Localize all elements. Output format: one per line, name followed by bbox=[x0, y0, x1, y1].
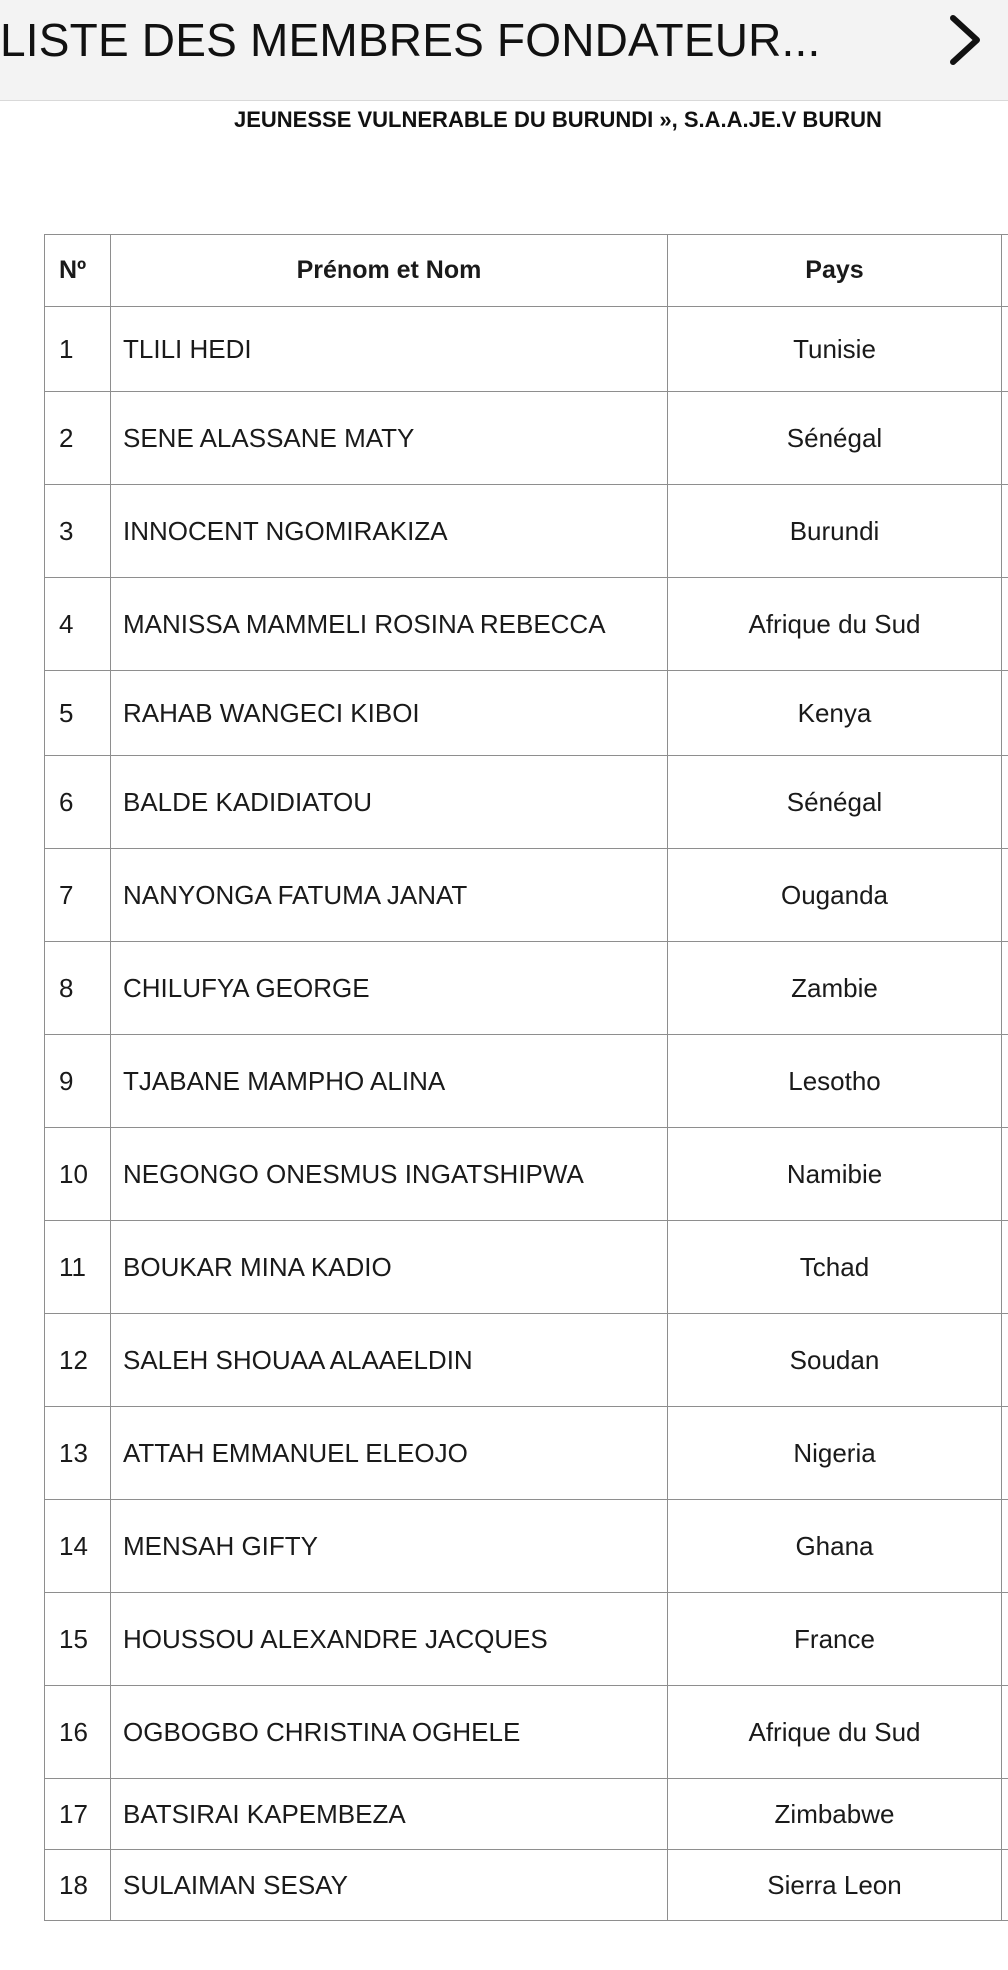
member-number: 16 bbox=[45, 1686, 111, 1779]
member-country: Sierra Leon bbox=[668, 1850, 1002, 1921]
member-number: 9 bbox=[45, 1035, 111, 1128]
member-number: 1 bbox=[45, 307, 111, 392]
extra-cell bbox=[1002, 1221, 1008, 1314]
extra-cell bbox=[1002, 1779, 1008, 1850]
table-row bbox=[45, 849, 1008, 942]
member-country: Lesotho bbox=[668, 1035, 1002, 1128]
member-name: ATTAH EMMANUEL ELEOJO bbox=[111, 1407, 668, 1500]
member-number: 8 bbox=[45, 942, 111, 1035]
member-country: Namibie bbox=[668, 1128, 1002, 1221]
member-number: 13 bbox=[45, 1407, 111, 1500]
member-name: BATSIRAI KAPEMBEZA bbox=[111, 1779, 668, 1850]
extra-cell bbox=[1002, 578, 1008, 671]
member-country: Zimbabwe bbox=[668, 1779, 1002, 1850]
table-row bbox=[45, 485, 1008, 578]
top-navigation-bar bbox=[0, 0, 1008, 101]
extra-cell bbox=[1002, 1686, 1008, 1779]
header-country: Pays bbox=[668, 235, 1002, 307]
member-number: 11 bbox=[45, 1221, 111, 1314]
table-row bbox=[45, 1686, 1008, 1779]
members-table-container bbox=[44, 234, 1008, 1944]
document-title[interactable]: LISTE DES MEMBRES FONDATEUR... bbox=[0, 14, 821, 66]
table-row bbox=[45, 307, 1008, 392]
member-name: INNOCENT NGOMIRAKIZA bbox=[111, 485, 668, 578]
member-name: TLILI HEDI bbox=[111, 307, 668, 392]
table-row bbox=[45, 942, 1008, 1035]
extra-cell bbox=[1002, 1850, 1008, 1921]
table-row bbox=[45, 1221, 1008, 1314]
member-number: 5 bbox=[45, 671, 111, 756]
chevron-right-icon[interactable] bbox=[935, 6, 995, 74]
member-country: Kenya bbox=[668, 671, 1002, 756]
member-country: Sénégal bbox=[668, 392, 1002, 485]
member-name: RAHAB WANGECI KIBOI bbox=[111, 671, 668, 756]
table-row bbox=[45, 1314, 1008, 1407]
member-name: CHILUFYA GEORGE bbox=[111, 942, 668, 1035]
member-name: MENSAH GIFTY bbox=[111, 1500, 668, 1593]
member-country: Afrique du Sud bbox=[668, 1686, 1002, 1779]
table-row bbox=[45, 1779, 1008, 1850]
extra-cell bbox=[1002, 1128, 1008, 1221]
member-name: NEGONGO ONESMUS INGATSHIPWA bbox=[111, 1128, 668, 1221]
member-country: Ghana bbox=[668, 1500, 1002, 1593]
document-subtitle: JEUNESSE VULNERABLE DU BURUNDI », S.A.A.JE.V BURUN bbox=[234, 107, 882, 132]
member-number: 18 bbox=[45, 1850, 111, 1921]
member-country: Soudan bbox=[668, 1314, 1002, 1407]
member-number: 14 bbox=[45, 1500, 111, 1593]
member-name: BALDE KADIDIATOU bbox=[111, 756, 668, 849]
extra-cell bbox=[1002, 392, 1008, 485]
member-name: NANYONGA FATUMA JANAT bbox=[111, 849, 668, 942]
member-name: SULAIMAN SESAY bbox=[111, 1850, 668, 1921]
table-header-row bbox=[45, 235, 1008, 307]
member-number: 17 bbox=[45, 1779, 111, 1850]
member-country: France bbox=[668, 1593, 1002, 1686]
table-row bbox=[45, 578, 1008, 671]
table-row bbox=[45, 1128, 1008, 1221]
header-name: Prénom et Nom bbox=[111, 235, 668, 307]
member-country: Tchad bbox=[668, 1221, 1002, 1314]
extra-cell bbox=[1002, 1035, 1008, 1128]
member-country: Sénégal bbox=[668, 756, 1002, 849]
member-name: MANISSA MAMMELI ROSINA REBECCA bbox=[111, 578, 668, 671]
extra-cell bbox=[1002, 849, 1008, 942]
member-number: 12 bbox=[45, 1314, 111, 1407]
table-row bbox=[45, 1407, 1008, 1500]
extra-cell bbox=[1002, 1593, 1008, 1686]
member-name: HOUSSOU ALEXANDRE JACQUES bbox=[111, 1593, 668, 1686]
member-name: SALEH SHOUAA ALAAELDIN bbox=[111, 1314, 668, 1407]
table-row bbox=[45, 1035, 1008, 1128]
member-name: TJABANE MAMPHO ALINA bbox=[111, 1035, 668, 1128]
member-country: Afrique du Sud bbox=[668, 578, 1002, 671]
header-number: Nº bbox=[45, 235, 111, 307]
member-country: Zambie bbox=[668, 942, 1002, 1035]
member-number: 6 bbox=[45, 756, 111, 849]
extra-cell bbox=[1002, 307, 1008, 392]
table-row bbox=[45, 671, 1008, 756]
extra-cell bbox=[1002, 756, 1008, 849]
extra-cell bbox=[1002, 1407, 1008, 1500]
member-country: Nigeria bbox=[668, 1407, 1002, 1500]
extra-cell bbox=[1002, 1500, 1008, 1593]
member-number: 15 bbox=[45, 1593, 111, 1686]
extra-cell bbox=[1002, 671, 1008, 756]
header-extra-cell bbox=[1002, 235, 1008, 307]
extra-cell bbox=[1002, 1314, 1008, 1407]
table-row bbox=[45, 392, 1008, 485]
member-country: Burundi bbox=[668, 485, 1002, 578]
member-country: Ouganda bbox=[668, 849, 1002, 942]
member-number: 3 bbox=[45, 485, 111, 578]
member-name: OGBOGBO CHRISTINA OGHELE bbox=[111, 1686, 668, 1779]
extra-cell bbox=[1002, 942, 1008, 1035]
member-number: 7 bbox=[45, 849, 111, 942]
member-country: Tunisie bbox=[668, 307, 1002, 392]
table-row bbox=[45, 1850, 1008, 1921]
members-table bbox=[44, 234, 1008, 1921]
member-number: 10 bbox=[45, 1128, 111, 1221]
member-number: 2 bbox=[45, 392, 111, 485]
member-number: 4 bbox=[45, 578, 111, 671]
table-row bbox=[45, 1593, 1008, 1686]
table-row bbox=[45, 756, 1008, 849]
member-name: BOUKAR MINA KADIO bbox=[111, 1221, 668, 1314]
extra-cell bbox=[1002, 485, 1008, 578]
table-row bbox=[45, 1500, 1008, 1593]
member-name: SENE ALASSANE MATY bbox=[111, 392, 668, 485]
